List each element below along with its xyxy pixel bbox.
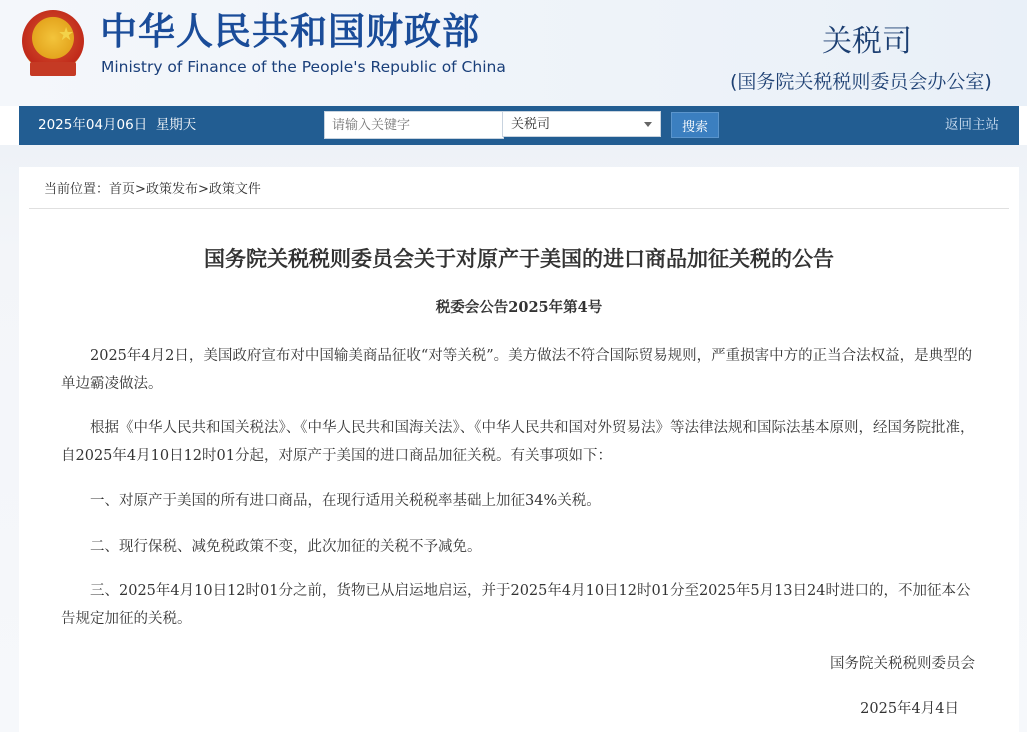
signatory: 国务院关税税则委员会 [830,656,975,672]
breadcrumb [44,181,261,198]
breadcrumb-separator: > [197,182,209,197]
publish-date: 2025年4月4日 [860,701,959,717]
article-paragraph-5: 三、2025年4月10日12时01分之前，货物已从启运地启运，并于2025年4月10日12时01分至2025年5月13日24时进口的，不加征本公告规定加征的关税。 [61,583,971,627]
site-header [0,0,1027,106]
breadcrumb-prefix: 当前位置： [44,182,110,197]
site-title-cn[interactable]: 中华人民共和国财政部 [100,10,480,53]
site-title-en[interactable]: Ministry of Finance of the People's Republic of China [101,58,506,76]
search-scope-value: 关税司 [511,117,551,132]
chevron-down-icon [644,122,652,127]
breadcrumb-divider [29,208,1009,209]
date-text: 2025年04月06日 [38,117,148,133]
department-subtitle: (国务院关税税则委员会办公室) [730,71,992,93]
breadcrumb-policy-documents[interactable]: 政策文件 [208,182,261,197]
nav-bar [19,106,1019,145]
article-paragraph-3: 一、对原产于美国的所有进口商品，在现行适用关税税率基础上加征34%关税。 [90,493,601,509]
article-title: 国务院关税税则委员会关于对原产于美国的进口商品加征关税的公告 [204,247,834,271]
article-card [19,167,1019,732]
breadcrumb-policy-release[interactable]: 政策发布 [145,182,198,197]
search-button[interactable]: 搜索 [671,112,719,138]
emblem-ribbon [30,62,76,76]
return-home-link[interactable]: 返回主站 [945,117,999,133]
breadcrumb-home[interactable]: 首页 [109,182,136,197]
weekday-text: 星期天 [155,117,197,133]
article-paragraph-4: 二、现行保税、减免税政策不变，此次加征的关税不予减免。 [90,539,482,555]
article-paragraph-1: 2025年4月2日，美国政府宣布对中国输美商品征收“对等关税”。美方做法不符合国际贸易规则，严重损害中方的正当合法权益，是典型的单边霸凌做法。 [61,348,973,392]
search-scope-select[interactable] [502,111,661,137]
department-name: 关税司 [822,24,912,59]
star-icon: ★ [58,24,75,45]
article-paragraph-2: 根据《中华人民共和国关税法》、《中华人民共和国海关法》、《中华人民共和国对外贸易法》等法律法规和国际法基本原则，经国务院批准，自2025年4月10日12时01分起，对原产于美国的进口商品加征关税。有关事项如下： [61,420,975,464]
breadcrumb-separator: > [135,182,146,197]
search-input[interactable] [324,111,504,139]
current-date [38,117,196,134]
announcement-number: 税委会公告2025年第4号 [435,299,603,316]
